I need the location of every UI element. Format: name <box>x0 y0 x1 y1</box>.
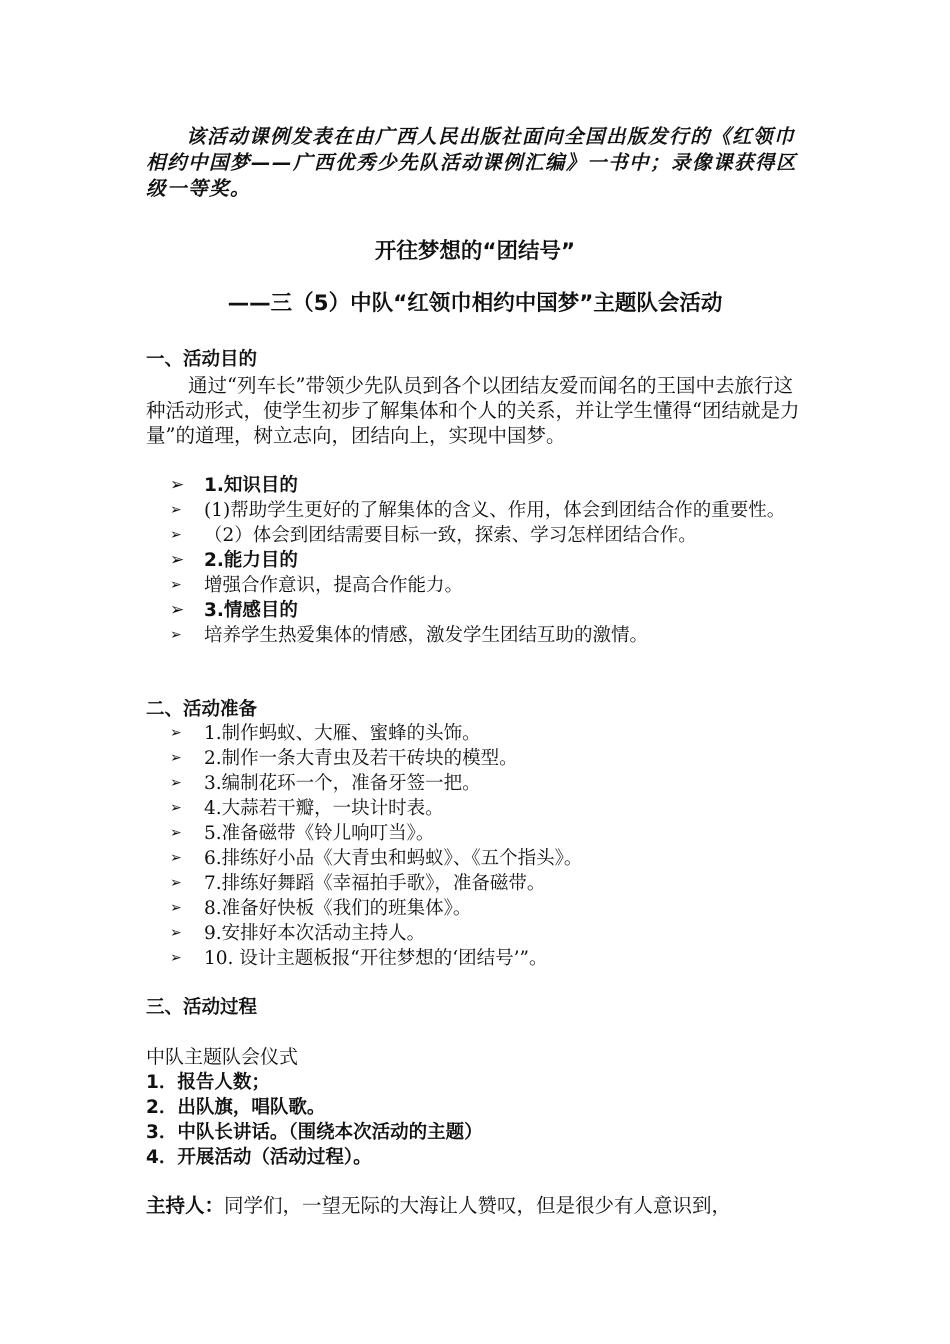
list-item: ➢ 6.排练好小品《大青虫和蚂蚁》、《五个指头》。 <box>170 848 583 869</box>
list-item: ➢ 7.排练好舞蹈《幸福拍手歌》，准备磁带。 <box>170 873 546 894</box>
arrow-bullet-icon: ➢ <box>170 475 185 495</box>
purpose-list <box>170 473 820 648</box>
arrow-bullet-icon: ➢ <box>170 875 182 891</box>
list-item: 2．出队旗，唱队歌。 <box>146 1097 326 1118</box>
list-item: ➢ 5.准备磁带《铃儿响叮当》。 <box>170 823 435 844</box>
page-subtitle: ——三（5）中队“红领巾相约中国梦”主题队会活动 <box>227 291 723 316</box>
list-item: ➢ 增强合作意识，提高合作能力。 <box>170 575 464 596</box>
arrow-bullet-icon: ➢ <box>170 527 182 543</box>
list-item: ➢ 10. 设计主题板报“开往梦想的‘团结号’”。 <box>170 948 548 969</box>
arrow-bullet-icon: ➢ <box>170 775 182 791</box>
arrow-bullet-icon: ➢ <box>170 577 182 593</box>
section-heading-preparation: 二、活动准备 <box>146 699 258 720</box>
list-item: ➢ 2.能力目的 <box>170 550 298 571</box>
list-item: 3．中队长讲话。（围绕本次活动的主题） <box>146 1122 483 1143</box>
arrow-bullet-icon: ➢ <box>170 502 182 518</box>
list-item: ➢ 1.制作蚂蚁、大雁、蜜蜂的头饰。 <box>170 723 481 744</box>
arrow-bullet-icon: ➢ <box>170 900 182 916</box>
host-line <box>146 1193 826 1219</box>
list-item: 1．报告人数； <box>146 1072 270 1093</box>
arrow-bullet-icon: ➢ <box>170 725 182 741</box>
arrow-bullet-icon: ➢ <box>170 850 182 866</box>
list-item: ➢ 培养学生热爱集体的情感，激发学生团结互助的激情。 <box>170 625 649 646</box>
list-item: 4．开展活动（活动过程）。 <box>146 1147 372 1168</box>
list-item: ➢ 2.制作一条大青虫及若干砖块的模型。 <box>170 748 518 769</box>
page-title: 开往梦想的“团结号” <box>374 239 576 264</box>
arrow-bullet-icon: ➢ <box>170 800 182 816</box>
arrow-bullet-icon: ➢ <box>170 750 182 766</box>
purpose-paragraph <box>146 373 812 448</box>
list-item: ➢ （2）体会到团结需要目标一致，探索、学习怎样团结合作。 <box>170 525 697 546</box>
ceremony-steps <box>146 1070 483 1170</box>
arrow-bullet-icon: ➢ <box>170 950 182 966</box>
list-item: ➢ 4.大蒜若干瓣，一块计时表。 <box>170 798 444 819</box>
list-item: ➢ (1)帮助学生更好的了解集体的含义、作用，体会到团结合作的重要性。 <box>170 500 786 521</box>
host-label: 主持人： <box>146 1194 225 1217</box>
arrow-bullet-icon: ➢ <box>170 627 182 643</box>
list-item: ➢ 3.编制花环一个，准备牙签一把。 <box>170 773 481 794</box>
preparation-list <box>170 721 820 971</box>
ceremony-label: 中队主题队会仪式 <box>146 1046 299 1068</box>
arrow-bullet-icon: ➢ <box>170 925 182 941</box>
section-heading-purpose: 一、活动目的 <box>146 349 258 370</box>
intro-note: 该活动课例发表在由广西人民出版社面向全国出版发行的《红领巾相约中国梦——广西优秀少先队活动课例汇编》一书中；录像课获得区级一等奖。 <box>146 125 798 200</box>
host-text: 同学们，一望无际的大海让人赞叹，但是很少有人意识到， <box>224 1194 732 1217</box>
list-item: ➢ 9.安排好本次活动主持人。 <box>170 923 426 944</box>
list-item: ➢ 8.准备好快板《我们的班集体》。 <box>170 898 472 919</box>
purpose-paragraph-text: 通过“列车长”带领少先队员到各个以团结友爱而闻名的王国中去旅行这种活动形式，使学生初步了解集体和个人的关系，并让学生懂得“团结就是力量”的道理，树立志向，团结向上，实现中国梦。 <box>146 374 800 447</box>
arrow-bullet-icon: ➢ <box>170 600 185 620</box>
arrow-bullet-icon: ➢ <box>170 825 182 841</box>
list-item: ➢ 3.情感目的 <box>170 600 298 621</box>
section-heading-process: 三、活动过程 <box>146 997 258 1018</box>
list-item: ➢ 1.知识目的 <box>170 475 298 496</box>
arrow-bullet-icon: ➢ <box>170 550 185 570</box>
